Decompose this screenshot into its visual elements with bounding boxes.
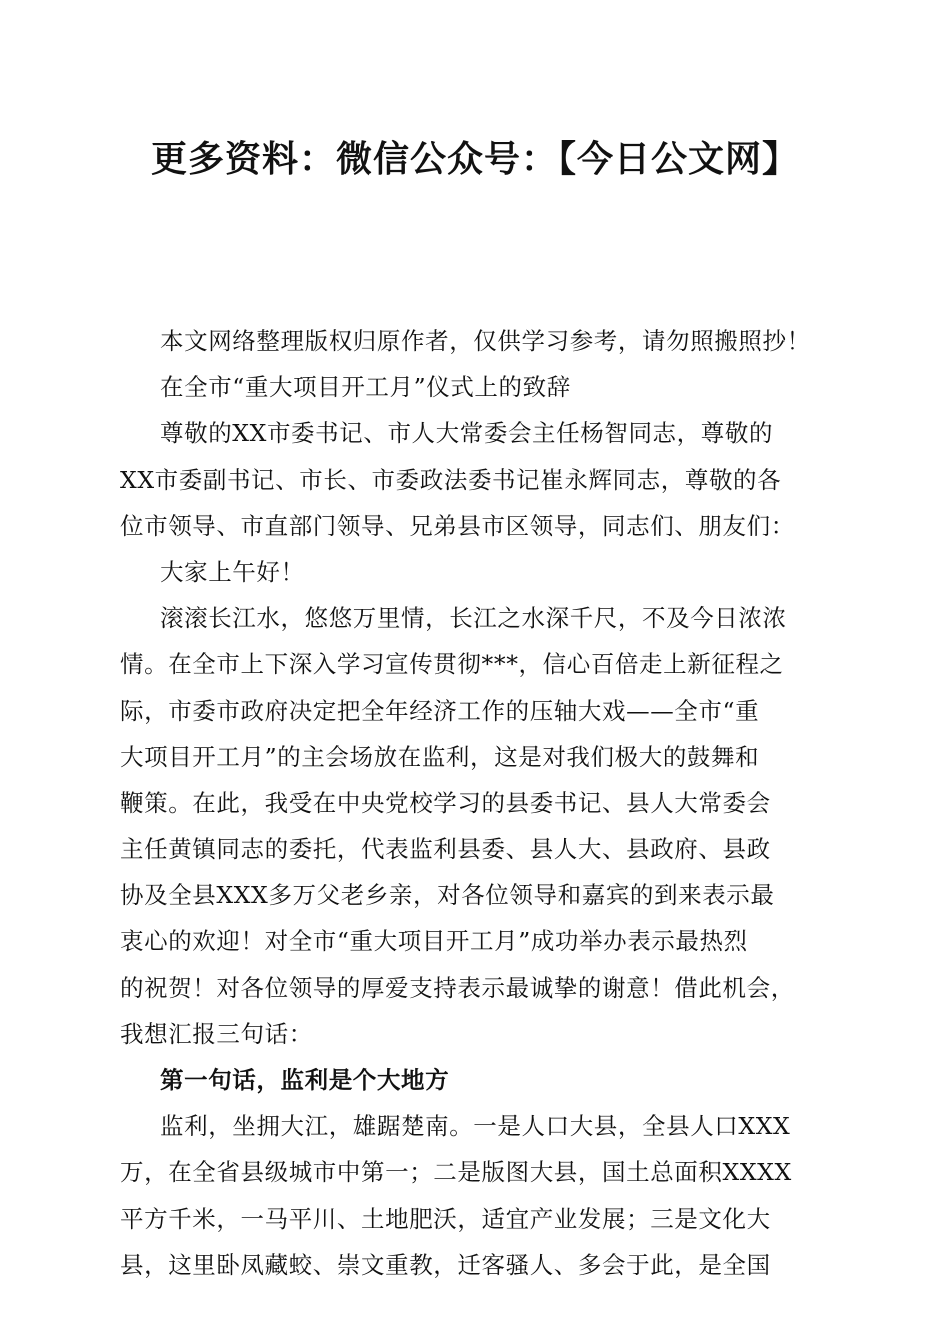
- paragraph-line: 际，市委市政府决定把全年经济工作的压轴大戏——全市“重: [120, 696, 760, 725]
- paragraph-line: 万，在全省县级城市中第一；二是版图大县，国土总面积XXXX: [120, 1158, 792, 1187]
- page-title: 更多资料：微信公众号：【今日公文网】: [150, 138, 799, 180]
- document-body: [120, 318, 832, 1288]
- paragraph-line: 情。在全市上下深入学习宣传贯彻***，信心百倍走上新征程之: [120, 650, 784, 679]
- paragraph-line: 监利，坐拥大江，雄踞楚南。一是人口大县，全县人口XXX: [160, 1112, 791, 1141]
- paragraph-line: 鞭策。在此，我受在中央党校学习的县委书记、县人大常委会: [120, 788, 771, 817]
- section-heading: 第一句话，监利是个大地方: [160, 1066, 450, 1094]
- paragraph-line: 本文网络整理版权归原作者，仅供学习参考，请勿照搬照抄！: [160, 327, 811, 355]
- paragraph-line: 滚滚长江水，悠悠万里情，长江之水深千尺，不及今日浓浓: [160, 604, 787, 633]
- paragraph-line: 大项目开工月”的主会场放在监利，这是对我们极大的鼓舞和: [120, 742, 760, 771]
- paragraph-line: 的祝贺！对各位领导的厚爱支持表示最诚挚的谢意！借此机会，: [120, 973, 795, 1002]
- paragraph-line: 位市领导、市直部门领导、兄弟县市区领导，同志们、朋友们：: [120, 511, 795, 540]
- paragraph-line: 县，这里卧凤藏蛟、崇文重教，迁客骚人、多会于此，是全国: [120, 1250, 771, 1279]
- paragraph-line: 衷心的欢迎！对全市“重大项目开工月”成功举办表示最热烈: [120, 927, 748, 956]
- paragraph-line: 协及全县XXX多万父老乡亲，对各位领导和嘉宾的到来表示最: [120, 881, 775, 910]
- paragraph-line: 尊敬的XX市委书记、市人大常委会主任杨智同志，尊敬的: [160, 419, 774, 448]
- paragraph-line: 我想汇报三句话：: [120, 1019, 313, 1048]
- paragraph-line: 大家上午好！: [160, 557, 305, 586]
- paragraph-line: 平方千米，一马平川、土地肥沃，适宜产业发展；三是文化大: [120, 1204, 771, 1233]
- paragraph-line: 主任黄镇同志的委托，代表监利县委、县人大、县政府、县政: [120, 835, 771, 864]
- paragraph-line: XX市委副书记、市长、市委政法委书记崔永辉同志，尊敬的各: [120, 465, 782, 494]
- paragraph-line: 在全市“重大项目开工月”仪式上的致辞: [160, 373, 571, 402]
